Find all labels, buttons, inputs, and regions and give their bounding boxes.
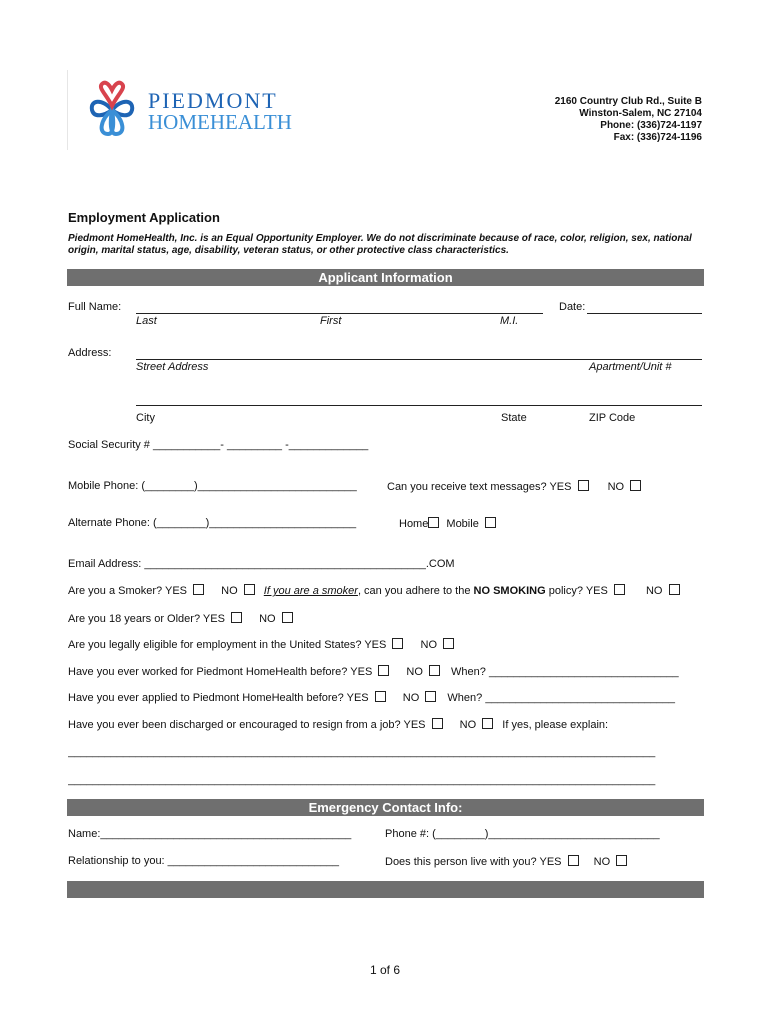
discharged-yes-checkbox[interactable] xyxy=(432,718,443,729)
age-yes-checkbox[interactable] xyxy=(231,612,242,623)
live-no-checkbox[interactable] xyxy=(616,855,627,866)
discharged-question xyxy=(68,718,608,731)
discharged-no-checkbox[interactable] xyxy=(482,718,493,729)
apartment-caption: Apartment/Unit # xyxy=(589,361,672,373)
street-address-line xyxy=(136,359,702,360)
text-no-checkbox[interactable] xyxy=(630,480,641,491)
phone-type-options xyxy=(399,517,496,530)
full-name-label: Full Name: xyxy=(68,301,122,313)
alternate-phone-field[interactable]: Alternate Phone: (________)________________________ xyxy=(68,517,357,529)
worked-before-question xyxy=(68,665,679,678)
discharged-label: Have you ever been discharged or encouraged to resign from a job? YES xyxy=(68,719,426,731)
zip-caption: ZIP Code xyxy=(589,412,636,424)
legal-label: Are you legally eligible for employment in the United States? YES xyxy=(68,639,387,651)
ssn-field[interactable]: Social Security # ___________- _________ -_____________ xyxy=(68,439,369,451)
last-name-caption: Last xyxy=(136,315,157,327)
applied-label: Have you ever applied to Piedmont HomeHealth before? YES xyxy=(68,692,369,704)
street-address-caption: Street Address xyxy=(136,361,209,373)
smoker-yes-checkbox[interactable] xyxy=(193,584,204,595)
section-divider-bar xyxy=(67,881,704,898)
company-address-line1: 2160 Country Club Rd., Suite B xyxy=(554,96,702,107)
emergency-name-field[interactable]: Name:_________________________________________ xyxy=(68,828,352,840)
date-label: Date: xyxy=(559,301,586,313)
company-fax: Fax: (336)724-1196 xyxy=(613,132,702,143)
company-name-line2: HOMEHEALTH xyxy=(148,110,292,134)
emergency-phone-field[interactable]: Phone #: (________)____________________________ xyxy=(385,828,660,840)
full-name-line xyxy=(136,313,543,314)
home-label: Home xyxy=(399,518,429,530)
date-input[interactable] xyxy=(587,300,701,314)
street-address-input[interactable] xyxy=(136,346,701,360)
middle-initial-caption: M.I. xyxy=(500,315,519,327)
applicant-info-header: Applicant Information xyxy=(67,269,704,286)
smoker-question xyxy=(68,584,680,597)
address-label: Address: xyxy=(68,347,112,359)
legal-yes-checkbox[interactable] xyxy=(392,638,403,649)
legal-no-label: NO xyxy=(420,639,437,651)
first-name-caption: First xyxy=(320,315,342,327)
eeo-statement: Piedmont HomeHealth, Inc. is an Equal Opportunity Employer. We do not discriminate because of race, color, religion, sex, national origin, marital status, age, disability, veteran status, or other protective class characteristics. xyxy=(68,233,692,256)
worked-when-field[interactable]: When? _______________________________ xyxy=(451,666,679,678)
text-messages-label: Can you receive text messages? YES xyxy=(387,481,572,493)
page-number: 1 of 6 xyxy=(369,963,401,977)
relationship-field[interactable]: Relationship to you: ____________________________ xyxy=(68,855,339,867)
city-state-zip-line xyxy=(136,405,702,406)
company-name-line1: PIEDMONT xyxy=(148,88,278,113)
no-smoking-text: NO SMOKING xyxy=(473,585,546,597)
worked-no-label: NO xyxy=(406,666,423,678)
applied-when-field[interactable]: When? _______________________________ xyxy=(447,692,675,704)
text-yes-checkbox[interactable] xyxy=(578,480,589,491)
state-caption: State xyxy=(501,412,527,424)
clover-heart-logo-icon xyxy=(80,80,144,140)
smoker-no-checkbox[interactable] xyxy=(244,584,255,595)
applied-no-label: NO xyxy=(402,692,420,704)
worked-no-checkbox[interactable] xyxy=(429,665,440,676)
text-messages-question xyxy=(387,480,641,493)
city-state-zip-input[interactable] xyxy=(136,392,701,406)
worked-yes-checkbox[interactable] xyxy=(378,665,389,676)
explain-label: If yes, please explain: xyxy=(502,719,609,731)
policy-yes-label: policy? YES xyxy=(548,585,608,597)
mobile-label: Mobile xyxy=(446,518,479,530)
mobile-checkbox[interactable] xyxy=(485,517,496,528)
discharged-no-label: NO xyxy=(459,719,477,731)
legal-eligibility-question xyxy=(68,638,454,651)
policy-no-checkbox[interactable] xyxy=(669,584,680,595)
text-no-label: NO xyxy=(607,481,625,493)
smoker-follow-text: , can you adhere to the xyxy=(357,585,471,597)
company-address-line2: Winston-Salem, NC 27104 xyxy=(579,108,702,119)
legal-no-checkbox[interactable] xyxy=(443,638,454,649)
policy-no-label: NO xyxy=(645,585,663,597)
home-checkbox[interactable] xyxy=(428,517,439,528)
company-logo xyxy=(67,70,308,150)
email-field[interactable]: Email Address: ______________________________________________.COM xyxy=(68,558,455,570)
company-phone: Phone: (336)724-1197 xyxy=(600,120,702,131)
smoker-no-label: NO xyxy=(221,585,238,597)
form-title: Employment Application xyxy=(68,210,220,225)
live-yes-checkbox[interactable] xyxy=(568,855,579,866)
applied-before-question xyxy=(68,691,675,704)
smoker-label: Are you a Smoker? YES xyxy=(68,585,188,597)
applied-yes-checkbox[interactable] xyxy=(375,691,386,702)
date-line xyxy=(587,313,702,314)
applied-no-checkbox[interactable] xyxy=(425,691,436,702)
policy-yes-checkbox[interactable] xyxy=(614,584,625,595)
live-with-label: Does this person live with you? YES xyxy=(385,856,562,868)
live-with-question xyxy=(385,855,627,868)
worked-label: Have you ever worked for Piedmont HomeHealth before? YES xyxy=(68,666,373,678)
age-question xyxy=(68,612,293,625)
explain-line-1[interactable]: ________________________________________________________________________________________________ xyxy=(68,746,656,758)
age-label: Are you 18 years or Older? YES xyxy=(68,613,225,625)
emergency-contact-header: Emergency Contact Info: xyxy=(67,799,704,816)
age-no-label: NO xyxy=(259,613,276,625)
live-no-label: NO xyxy=(593,856,611,868)
smoker-follow-italic: If you are a smoker xyxy=(263,585,358,597)
city-caption: City xyxy=(136,412,155,424)
age-no-checkbox[interactable] xyxy=(282,612,293,623)
explain-line-2[interactable]: ________________________________________________________________________________________________ xyxy=(68,774,656,786)
mobile-phone-field[interactable]: Mobile Phone: (________)__________________________ xyxy=(68,480,357,492)
full-name-input[interactable] xyxy=(136,300,542,314)
